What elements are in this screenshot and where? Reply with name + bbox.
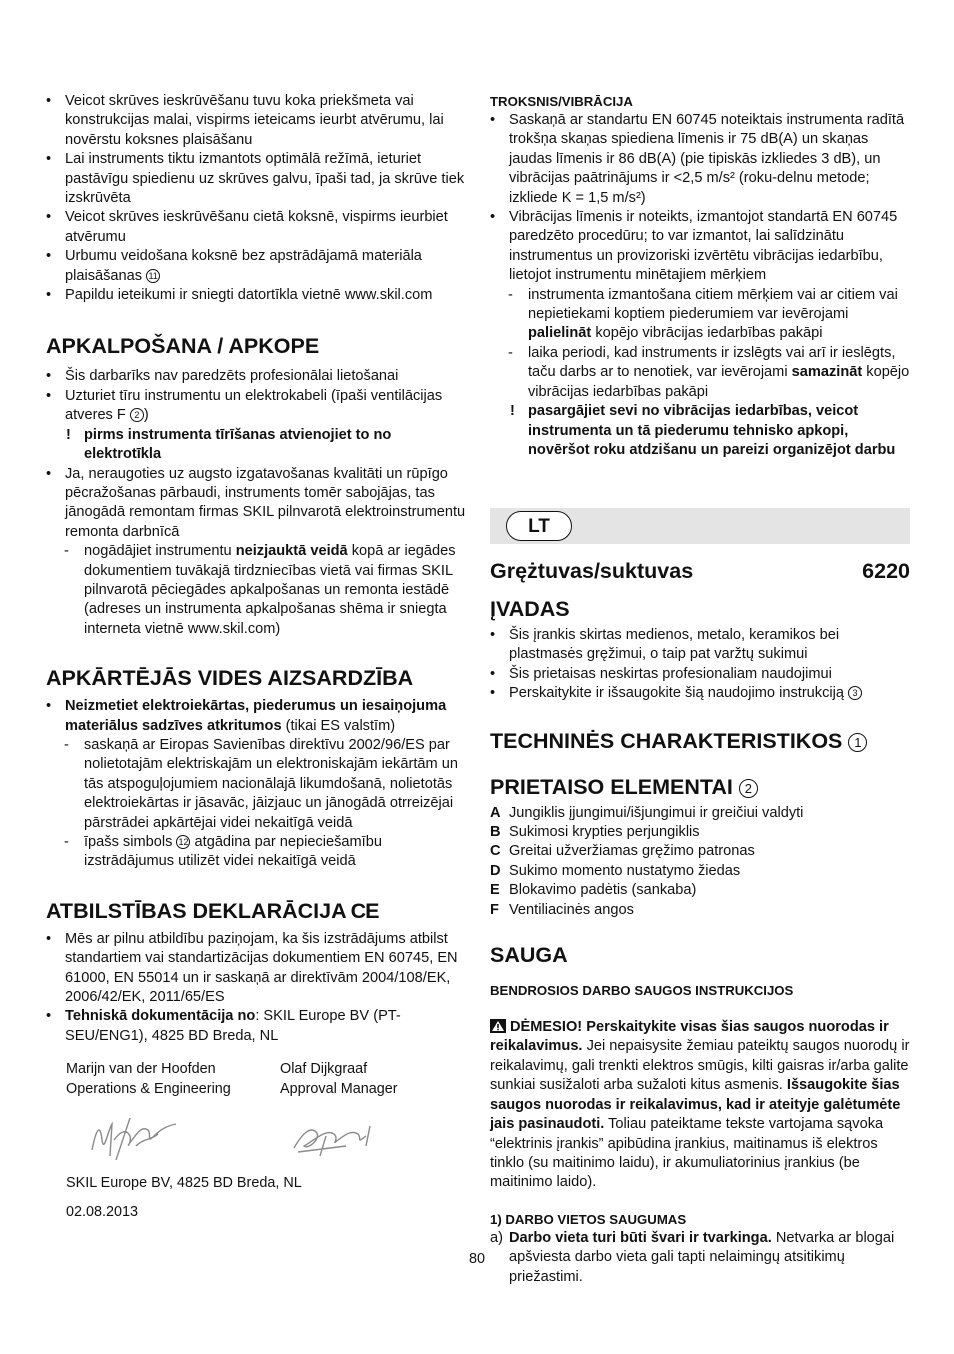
- warning-icon: [490, 1019, 506, 1033]
- environment-list: [46, 697, 468, 872]
- signer-2: Olaf Dijkgraaf Approval Manager: [280, 1061, 398, 1097]
- element-item: A Jungiklis įjungimui/išjungimui ir greičiui valdyti: [490, 804, 804, 821]
- list-item: • Veicot skrūves ieskrūvēšanu cietā koksnē, vispirms ieurbiet atvērumu: [46, 209, 448, 245]
- list-item: • Saskaņā ar standartu EN 60745 noteiktais instrumenta radītā trokšņa skaņas spiediena līmenis ir 75 dB(A) un skaņas jaudas līmenis ir 86 dB(A) (pie tipiskās izkliedes 3 dB), un vibrācijas paātrinājums ir <2,5 m/s² (roku-delnu metode; izkliede K = 1,5 m/s²): [490, 112, 905, 206]
- list-item: • Uzturiet tīru instrumentu un elektrokabeli (īpaši ventilācijas atveres F 2 ): [46, 387, 443, 424]
- warning-item: ! pasargājiet sevi no vibrācijas iedarbības, veicot instrumenta un tā piederumu tehnisko apkopi, novēršot roku atdzišanu un pareizi organizējot darbu: [510, 403, 896, 458]
- environment-heading: APKĀRTĒJĀS VIDES AIZSARDZĪBA: [46, 666, 414, 691]
- element-item: C Greitai užveržiamas gręžimo patronas: [490, 843, 755, 860]
- elements-list: [490, 804, 910, 920]
- noise-list: [490, 111, 910, 460]
- warning-item: ! pirms instrumenta tīrīšanas atvienojiet to no elektrotīkla: [66, 426, 392, 463]
- workplace-heading: 1) DARBO VIETOS SAUGUMAS: [490, 1211, 687, 1227]
- specs-heading: TECHNINĖS CHARAKTERISTIKOS 1: [490, 728, 910, 754]
- intro-heading: ĮVADAS: [490, 597, 570, 621]
- list-item: • Neizmetiet elektroiekārtas, piederumus un iesaiņojuma materiālus sadzīves atkritumos (tikai ES valstīm): [46, 698, 447, 734]
- product-name: Grężtuvas/suktuvas: [490, 559, 694, 583]
- element-item: E Blokavimo padėtis (sankaba): [490, 882, 697, 899]
- right-column-upper: [490, 92, 910, 460]
- figure-ref-11: 11: [146, 269, 160, 283]
- maintenance-heading: APKALPOŠANA / APKOPE: [46, 334, 320, 359]
- list-item: • Šis prietaisas neskirtas profesionaliam naudojimui: [490, 665, 832, 682]
- safety-paragraph: DĖMESIO! Perskaitykite visas šias saugos nuorodas ir reikalavimus. Jei nepaisysite žemiau pateiktų saugos nuorodų ir reikalavimų, gali trenkti elektros smūgis, kilti gaisras ir/arba galite sunkiai susižaloti arba sužaloti kitus asmenis. Išsaugokite šias saugos nuorodas ir reikalavimus, kad ir ateityje galėtumėte jais pasinaudoti. Toliau pateiktame tekste vartojama sąvoka “elektrinis įrankis” apibūdina įrankius, maitinamus iš elektros tinklo (su maitinimo laidu), ir akumuliatorinius įrankius (be maitinimo laido).: [490, 1019, 910, 1191]
- signature-block: [46, 1060, 468, 1250]
- figure-ref-3: 3: [848, 686, 862, 700]
- signature-1-image: [86, 1110, 186, 1166]
- intro-bullet-list: [46, 92, 468, 305]
- noise-heading: TROKSNIS/VIBRĀCIJA: [490, 94, 633, 109]
- page-number: 80: [468, 1251, 485, 1267]
- elements-heading: PRIETAISO ELEMENTAI 2: [490, 774, 910, 800]
- signer-1: Marijn van der Hoofden Operations & Engineering: [66, 1061, 231, 1097]
- signature-2-image: [286, 1116, 386, 1160]
- dash-item: - saskaņā ar Eiropas Savienības direktīvu 2002/96/ES par nolietotajām elektriskajām un elektroniskajām iekārtām un tās atspoguļojumiem nacionālajā likumdošanā, nolietotās elektroiekārtas ir jāsavāc, jāizjauc un jānogādā otrreizējai pārstrādei apkārtējai videi nekaitīgā veidā: [64, 736, 458, 831]
- list-item: • Urbumu veidošana koksnē bez apstrādājamā materiāla plaisāšanas 11: [46, 248, 422, 284]
- list-item: • Tehniskā dokumentācija no: SKIL Europe BV (PT-SEU/ENG1), 4825 BD Breda, NL: [46, 1008, 401, 1044]
- conformity-list: [46, 930, 468, 1046]
- company-address: SKIL Europe BV, 4825 BD Breda, NL: [66, 1175, 302, 1192]
- list-item: • Perskaitykite ir išsaugokite šią naudojimo instrukciją 3: [490, 684, 910, 703]
- ce-mark: CE: [350, 898, 379, 923]
- maintenance-list: [46, 367, 468, 639]
- dash-item: - īpašs simbols 12 atgādina par nepieciešamību izstrādājumus utilizēt videi nekaitīgā veidā: [64, 834, 382, 870]
- element-item: D Sukimo momento nustatymo žiedas: [490, 862, 741, 879]
- figure-ref-2: 2: [130, 408, 144, 422]
- product-title-row: [490, 558, 910, 584]
- list-item: • Veicot skrūves ieskrūvēšanu tuvu koka priekšmeta vai konstrukcijas malai, vispirms ieteicams ieurbt atvērumu, lai novērstu koksnes plaisāšanu: [46, 93, 444, 148]
- intro-list: [490, 626, 910, 704]
- figure-ref-12: 12: [178, 837, 189, 847]
- list-item: • Papildu ieteikumi ir sniegti datortīkla vietnē www.skil.com: [46, 287, 433, 304]
- safety-heading: SAUGA: [490, 943, 568, 968]
- product-model: 6220: [862, 559, 910, 583]
- dash-item: - instrumenta izmantošana citiem mērķiem vai ar citiem vai nepietiekami koptiem piederumiem var ievērojami palielināt kopējo vibrācijas iedarbības pakāpi: [508, 286, 898, 342]
- element-item: F Ventiliacinės angos: [490, 901, 634, 918]
- language-badge: LT: [506, 511, 572, 541]
- dash-item: - laika periodi, kad instruments ir izslēgts vai arī ir ieslēgts, taču darbs ar to nenotiek, var ievērojami samazināt kopējo vibrācijas iedarbības pakāpi: [508, 344, 910, 400]
- list-item: • Šis įrankis skirtas medienos, metalo, keramikos bei plastmasės gręžimui, o taip pat varžtų sukimui: [490, 627, 840, 663]
- list-item: a) Darbo vieta turi būti švari ir tvarkinga. Netvarka ar blogai apšviesta darbo vieta gali tapti nelaimingų atsitikimų priežastimi.: [490, 1229, 895, 1285]
- list-item: • Ja, neraugoties uz augsto izgatavošanas kvalitāti un rūpīgo pēcražošanas pārbaudi, instruments tomēr sabojājas, tas jānogādā remontam firmas SKIL pilnvarotā elektroinstrumentu remonta darbnīcā: [46, 465, 466, 540]
- right-column-lower: [490, 558, 910, 1287]
- language-section-bar: [490, 508, 910, 544]
- figure-ref-1: 1: [848, 733, 867, 752]
- list-item: • Šis darbarīks nav paredzēts profesionālai lietošanai: [46, 368, 399, 385]
- list-item: • Mēs ar pilnu atbildību paziņojam, ka šis izstrādājums atbilst standartiem vai standartizācijas dokumentiem EN 60745, EN 61000, EN 55014 un ir saskaņā ar direktīvām 2004/108/EK, 2006/42/EK, 2011/65/ES: [46, 930, 458, 1006]
- left-column: [46, 92, 468, 1250]
- conformity-heading: ATBILSTĪBAS DEKLARĀCIJA CE: [46, 898, 379, 923]
- declaration-date: 02.08.2013: [66, 1204, 139, 1221]
- list-item: • Vibrācijas līmenis ir noteikts, izmantojot standartā EN 60745 paredzēto procedūru; to var izmantot, lai salīdzinātu instrumentus un provizoriski izvērtētu vibrācijas iedarbību, lietojot instrumentu minētajiem mērķiem: [490, 209, 898, 284]
- dash-item: - nogādājiet instrumentu neizjauktā veidā kopā ar iegādes dokumentiem tuvākajā tirdzniecības vietā vai firmas SKIL pilnvarotā pēciegādes apkalpošanas un remonta iestādē (adreses un instrumenta apkalpošanas shēma ir sniegta interneta vietnē www.skil.com): [64, 543, 456, 637]
- list-item: • Lai instruments tiktu izmantots optimālā režīmā, ieturiet pastāvīgu spiedienu uz skrūves galvu, īpaši tad, ja skrūve tiek izskrūvēta: [46, 151, 465, 207]
- figure-ref-2b: 2: [739, 779, 758, 798]
- safety-subheading: BENDROSIOS DARBO SAUGOS INSTRUKCIJOS: [490, 983, 794, 999]
- element-item: B Sukimosi krypties perjungiklis: [490, 824, 700, 841]
